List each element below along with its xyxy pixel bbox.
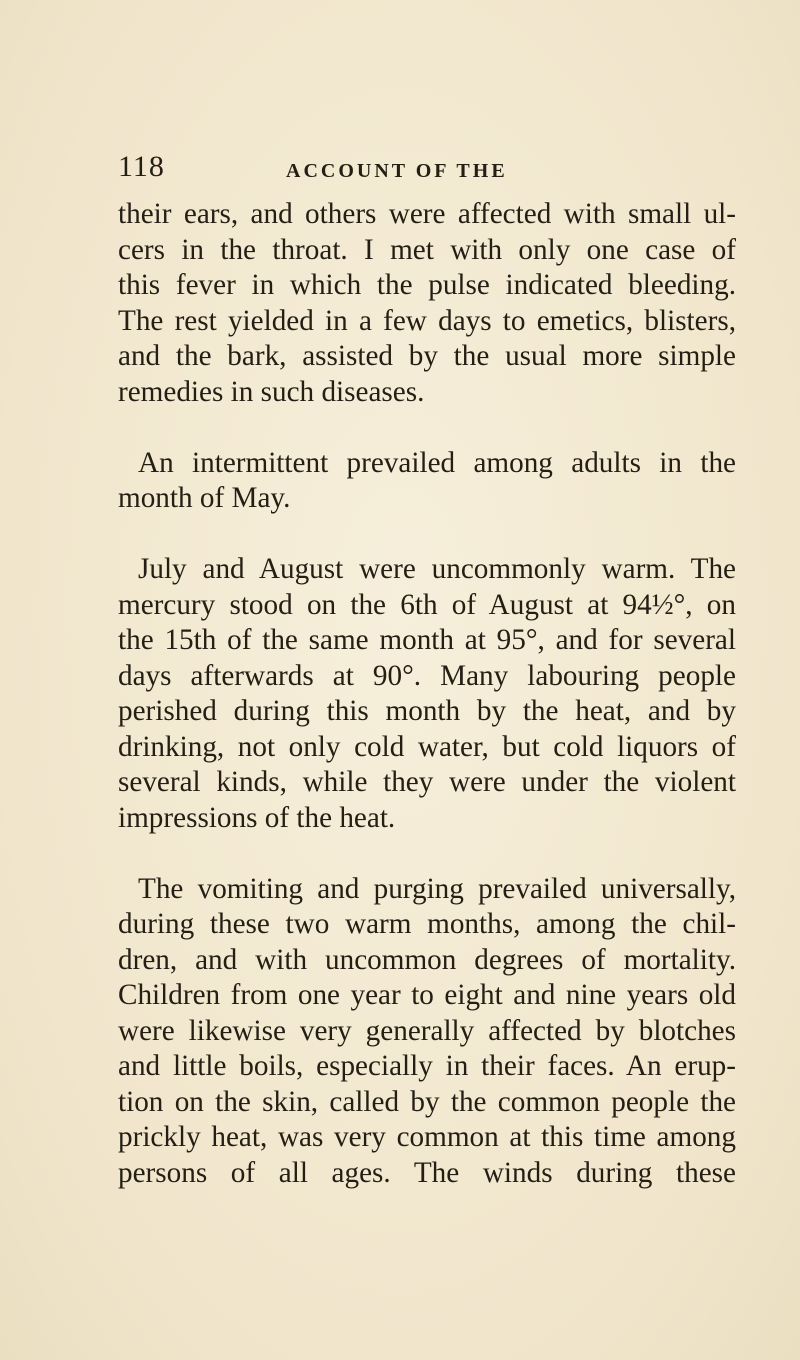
text-line: The vomiting and purging prevailed universally, (138, 872, 736, 905)
text-line: days afterwards at 90°. Many labouring people (118, 659, 736, 692)
text-line: month of May. (118, 482, 291, 514)
text-line: impressions of the heat. (118, 801, 396, 834)
text-line: their ears, and others were affected with small ul- (118, 198, 736, 230)
text-line: mercury stood on the 6th of August at 94½°, on (118, 588, 736, 621)
paragraph-1 (118, 197, 736, 410)
text-line: An intermittent prevailed among adults in the (138, 446, 736, 479)
page-number: 118 (118, 150, 165, 183)
text-line: and little boils, especially in their faces. An erup- (118, 1050, 736, 1082)
paragraph-gap (118, 410, 736, 446)
running-head (118, 150, 738, 190)
text-line: drinking, not only cold water, but cold liquors of (118, 730, 736, 763)
body-text (118, 197, 736, 1191)
text-line: and the bark, assisted by the usual more simple (118, 340, 736, 372)
text-line: several kinds, while they were under the violent (118, 766, 736, 798)
text-line: prickly heat, was very common at this time among (118, 1121, 736, 1153)
text-line: persons of all ages. The winds during these (118, 1156, 736, 1189)
text-line: tion on the skin, called by the common people the (118, 1085, 736, 1118)
text-line: the 15th of the same month at 95°, and for several (118, 624, 736, 656)
running-title: ACCOUNT OF THE (286, 160, 508, 182)
text-line: this fever in which the pulse indicated bleeding. (118, 269, 736, 301)
paragraph-2 (118, 446, 736, 517)
text-line: cers in the throat. I met with only one case of (118, 233, 736, 266)
paragraph-gap (118, 517, 736, 553)
paragraph-4 (118, 872, 736, 1192)
text-line: perished during this month by the heat, and by (118, 695, 736, 727)
paragraph-3 (118, 552, 736, 836)
text-line: Children from one year to eight and nine years old (118, 979, 736, 1011)
text-line: The rest yielded in a few days to emetics, blisters, (118, 304, 736, 337)
text-line: during these two warm months, among the chil- (118, 908, 736, 940)
text-line: July and August were uncommonly warm. The (138, 553, 736, 585)
text-line: were likewise very generally affected by blotches (118, 1014, 736, 1047)
text-line: remedies in such diseases. (118, 375, 425, 408)
text-line: dren, and with uncommon degrees of mortality. (118, 943, 736, 976)
paragraph-gap (118, 836, 736, 872)
